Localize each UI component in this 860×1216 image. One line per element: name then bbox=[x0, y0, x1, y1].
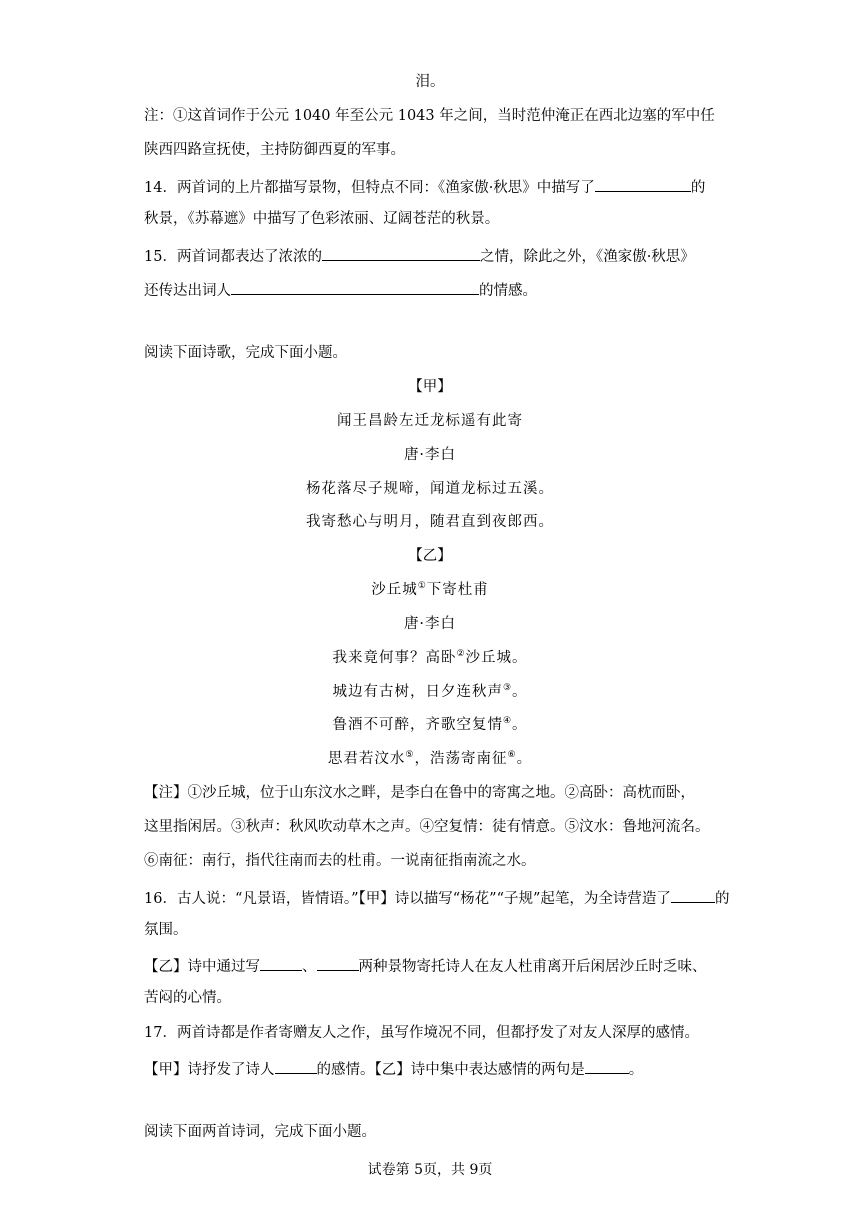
poem-yi-line: 城边有古树，日夕连秋声③。 bbox=[332, 683, 528, 700]
poem-jia-mark: 【甲】 bbox=[408, 379, 452, 395]
poem-yi-line: 鲁酒不可醉，齐歌空复情④。 bbox=[332, 716, 528, 733]
section-intro: 阅读下面两首诗词，完成下面小题。 bbox=[144, 1124, 376, 1140]
question-16-part2: 【乙】诗中通过写 、 两种景物寄托诗人在友人杜甫离开后闲居沙丘时乏味、 bbox=[144, 954, 707, 977]
answer-blank[interactable] bbox=[585, 1057, 629, 1074]
question-17: 17．两首诗都是作者寄赠友人之作，虽写作境况不同，但都抒发了对友人深厚的感情。 bbox=[144, 1025, 699, 1041]
poem-yi-title: 沙丘城①下寄杜甫 bbox=[371, 581, 489, 598]
question-14-cont: 秋景，《苏幕遮》中描写了色彩浓丽、辽阔苍茫的秋景。 bbox=[144, 211, 500, 227]
note-line: 陕西四路宣抚使，主持防御西夏的军事。 bbox=[144, 142, 405, 158]
poem-jia-author: 唐·李白 bbox=[403, 447, 457, 463]
question-15: 15．两首词都表达了浓浓的 之情，除此之外，《渔家傲·秋思》 bbox=[144, 244, 695, 267]
question-17-cont: 【甲】诗抒发了诗人 的感情。【乙】诗中集中表达感情的两句是 。 bbox=[144, 1057, 643, 1080]
question-16-part2-cont: 苦闷的心情。 bbox=[144, 990, 231, 1006]
answer-blank[interactable] bbox=[260, 954, 302, 971]
poem-jia-line: 杨花落尽子规啼，闻道龙标过五溪。 bbox=[306, 481, 554, 497]
poem-jia-title: 闻王昌龄左迁龙标遥有此寄 bbox=[337, 413, 523, 429]
question-16-cont: 氛围。 bbox=[144, 922, 188, 938]
answer-blank[interactable] bbox=[231, 278, 479, 295]
note-line: 【注】①沙丘城，位于山东汶水之畔，是李白在鲁中的寄寓之地。②高卧：高枕而卧， bbox=[144, 785, 695, 801]
question-14: 14．两首词的上片都描写景物，但特点不同：《渔家傲·秋思》中描写了 的 bbox=[144, 175, 705, 198]
text-fragment: 泪。 bbox=[415, 74, 445, 90]
answer-blank[interactable] bbox=[322, 244, 480, 261]
question-16: 16．古人说：“凡景语，皆情语。”【甲】诗以描写“杨花”“子规”起笔，为全诗营造了 的 bbox=[144, 886, 729, 909]
poem-yi-line: 我来竟何事？高卧②沙丘城。 bbox=[332, 649, 528, 666]
answer-blank[interactable] bbox=[595, 175, 691, 192]
section-intro: 阅读下面诗歌，完成下面小题。 bbox=[144, 345, 347, 361]
poem-yi-author: 唐·李白 bbox=[403, 616, 457, 632]
poem-jia-line: 我寄愁心与明月，随君直到夜郎西。 bbox=[306, 514, 554, 530]
note-line: 注：①这首词作于公元 1040 年至公元 1043 年之间，当时范仲淹正在西北边塞的军中任 bbox=[144, 108, 715, 124]
answer-blank[interactable] bbox=[275, 1057, 317, 1074]
note-line: ⑥南征：南行，指代往南而去的杜甫。一说南征指南流之水。 bbox=[144, 853, 536, 869]
question-15-cont: 还传达出词人 的情感。 bbox=[144, 278, 537, 301]
answer-blank[interactable] bbox=[671, 886, 715, 903]
page-footer: 试卷第 5页，共 9页 bbox=[367, 1162, 493, 1178]
answer-blank[interactable] bbox=[317, 954, 359, 971]
note-line: 这里指闲居。③秋声：秋风吹动草木之声。④空复情：徒有情意。⑤汶水：鲁地河流名。 bbox=[144, 819, 710, 835]
poem-yi-line: 思君若汶水⑤，浩荡寄南征⑥。 bbox=[327, 750, 533, 767]
poem-yi-mark: 【乙】 bbox=[408, 548, 452, 564]
